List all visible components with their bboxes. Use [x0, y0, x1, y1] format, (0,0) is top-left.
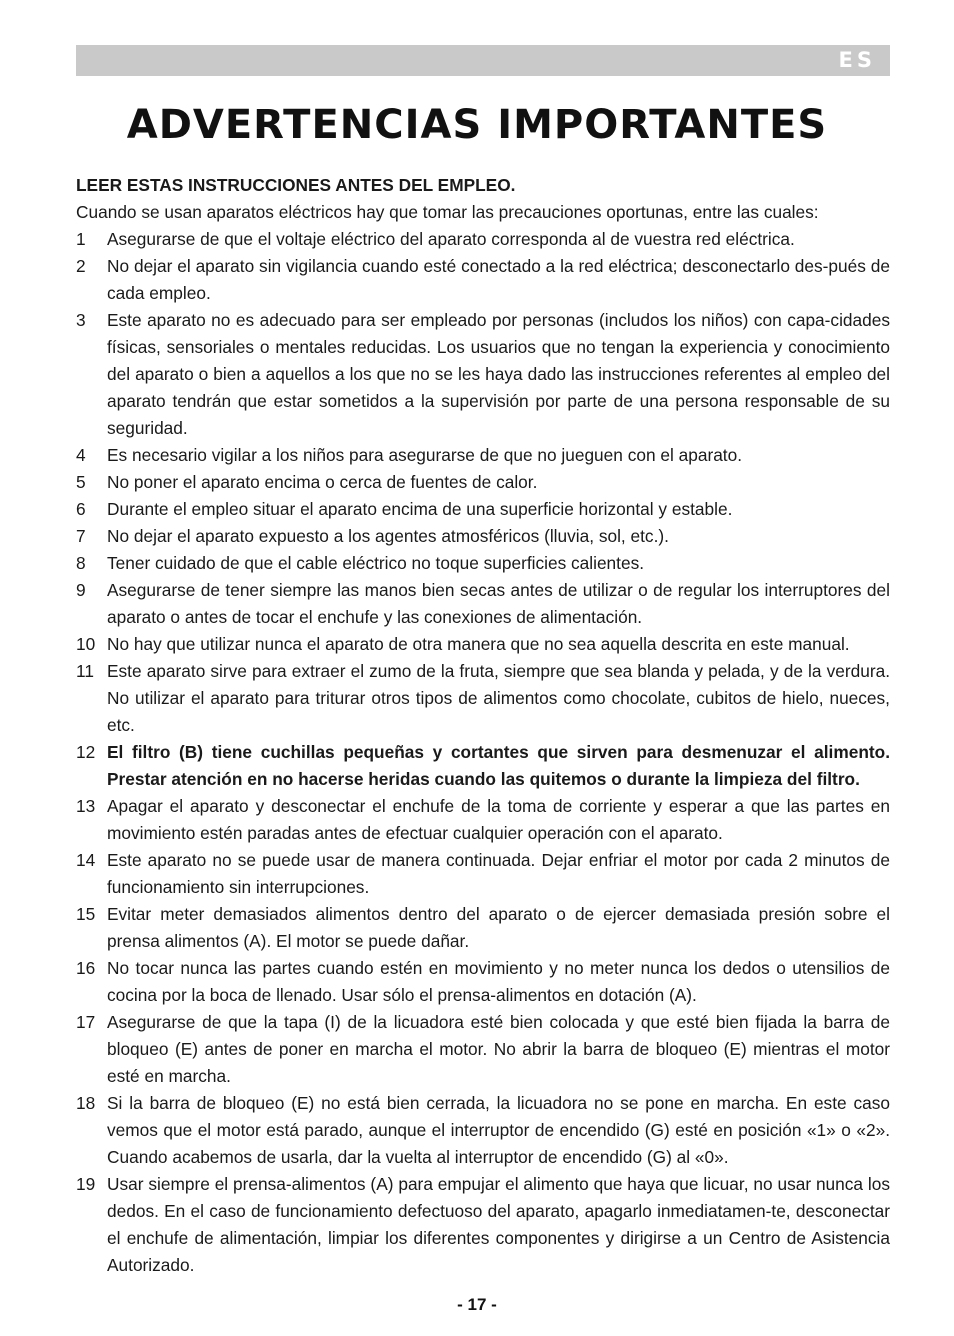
warning-item [76, 550, 890, 577]
warning-item-number: 5 [76, 472, 86, 492]
warning-item [76, 955, 890, 1009]
warning-item-number: 12 [76, 742, 96, 762]
warning-item [76, 1009, 890, 1090]
language-header-bar [76, 45, 890, 76]
warning-item-number: 18 [76, 1093, 96, 1113]
section-intro: Cuando se usan aparatos eléctricos hay que tomar las precauciones oportunas, entre las cuales: [76, 202, 819, 222]
warning-item-text: Asegurarse de que el voltaje eléctrico del aparato corresponda al de vuestra red eléctrica. [107, 229, 795, 249]
warning-item-text: No dejar el aparato sin vigilancia cuando esté conectado a la red eléctrica; desconectarlo des-pués de cada empleo. [107, 256, 890, 303]
warning-item-number: 7 [76, 526, 86, 546]
warning-item-text: Evitar meter demasiados alimentos dentro del aparato o de ejercer demasiada presión sobre el prensa alimentos (A). El motor se puede dañar. [107, 904, 890, 951]
warning-item [76, 631, 890, 658]
warning-item-text: Asegurarse de tener siempre las manos bien secas antes de utilizar o de regular los interruptores del aparato o antes de tocar el enchufe y las conexiones de alimentación. [107, 580, 890, 627]
warning-item-text: Este aparato sirve para extraer el zumo de la fruta, siempre que sea blanda y pelada, y de la verdura. No utilizar el aparato para triturar otros tipos de alimentos como chocolate, cubitos de hielo, nueces, etc. [107, 661, 890, 735]
warning-item-text: Usar siempre el prensa-alimentos (A) para empujar el alimento que haya que licuar, no usar nunca los dedos. En el caso de funcionamiento defectuoso del aparato, apagarlo inmediatamen-te, desconectar el enchufe de alimentación, limpiar los diferentes componentes y dirigirse a un Centro de Asistencia Autorizado. [107, 1174, 890, 1275]
warning-item [76, 1171, 890, 1279]
warning-item-number: 3 [76, 310, 86, 330]
warning-item-text: Es necesario vigilar a los niños para asegurarse de que no jueguen con el aparato. [107, 445, 743, 465]
warning-item-text: No dejar el aparato expuesto a los agentes atmosféricos (lluvia, sol, etc.). [107, 526, 669, 546]
warning-item-number: 15 [76, 904, 96, 924]
warning-item-number: 14 [76, 850, 96, 870]
warning-item [76, 523, 890, 550]
warning-item-number: 19 [76, 1174, 96, 1194]
warning-item-number: 2 [76, 256, 86, 276]
warning-item-text: No tocar nunca las partes cuando estén en movimiento y no meter nunca los dedos o utensilios de cocina por la boca de llenado. Usar sólo el prensa-alimentos en dotación (A). [107, 958, 890, 1005]
warning-item-number: 4 [76, 445, 86, 465]
warning-item-number: 10 [76, 634, 96, 654]
warning-item-text: Este aparato no se puede usar de manera continuada. Dejar enfriar el motor por cada 2 minutos de funcionamiento sin interrupciones. [107, 850, 890, 897]
warning-item-text: El filtro (B) tiene cuchillas pequeñas y cortantes que sirven para desmenuzar el alimento. Prestar atención en no hacerse heridas cuando las quitemos o durante la limpieza del filtro. [107, 742, 890, 789]
warning-item [76, 307, 890, 442]
warning-item-number: 11 [76, 661, 94, 681]
warning-item-text: Asegurarse de que la tapa (I) de la licuadora esté bien colocada y que esté bien fijada la barra de bloqueo (E) antes de poner en marcha el motor. No abrir la barra de bloqueo (E) mientras el motor esté en marcha. [107, 1012, 890, 1086]
warning-item [76, 847, 890, 901]
warning-item [76, 739, 890, 793]
warning-item-text: Si la barra de bloqueo (E) no está bien cerrada, la licuadora no se pone en marcha. En este caso vemos que el motor está parado, aunque el interruptor de encendido (G) esté en posición «1» o «2». Cuando acabemos de usarla, dar la vuelta al interruptor de encendido (G) al «0». [107, 1093, 890, 1167]
warning-item-number: 9 [76, 580, 86, 600]
warning-item [76, 253, 890, 307]
warning-item [76, 226, 890, 253]
language-code: ES [838, 48, 876, 72]
section-heading: LEER ESTAS INSTRUCCIONES ANTES DEL EMPLEO. [76, 175, 516, 195]
warning-item [76, 901, 890, 955]
warning-item [76, 1090, 890, 1171]
warning-item-number: 16 [76, 958, 96, 978]
warning-item [76, 469, 890, 496]
warning-item [76, 577, 890, 631]
warning-list [76, 226, 890, 1279]
page-title: ADVERTENCIAS IMPORTANTES [126, 102, 828, 148]
warning-item-number: 13 [76, 796, 96, 816]
warning-item [76, 658, 890, 739]
warning-item-text: Este aparato no es adecuado para ser empleado por personas (includos los niños) con capa-cidades físicas, sensoriales o mentales reducidas. Los usuarios que no tengan la experiencia y conocimiento del aparato o bien a aquellos a los que no se les haya dado las instrucciones referentes al empleo del aparato tendrán que estar sometidos a la supervisión por parte de una persona responsable de su seguridad. [107, 310, 890, 438]
warning-item [76, 496, 890, 523]
warning-item [76, 442, 890, 469]
warning-item-text: No poner el aparato encima o cerca de fuentes de calor. [107, 472, 538, 492]
page-number: - 17 - [457, 1295, 497, 1314]
warnings-section [76, 172, 890, 1279]
warning-item-text: Tener cuidado de que el cable eléctrico no toque superficies calientes. [107, 553, 645, 573]
warning-item [76, 793, 890, 847]
warning-item-number: 17 [76, 1012, 96, 1032]
warning-item-number: 6 [76, 499, 86, 519]
warning-item-number: 8 [76, 553, 86, 573]
warning-item-text: Apagar el aparato y desconectar el enchufe de la toma de corriente y esperar a que las partes en movimiento estén paradas antes de efectuar cualquier operación con el aparato. [107, 796, 890, 843]
warning-item-number: 1 [76, 229, 86, 249]
warning-item-text: Durante el empleo situar el aparato encima de una superficie horizontal y estable. [107, 499, 733, 519]
warning-item-text: No hay que utilizar nunca el aparato de otra manera que no sea aquella descrita en este manual. [107, 634, 850, 654]
